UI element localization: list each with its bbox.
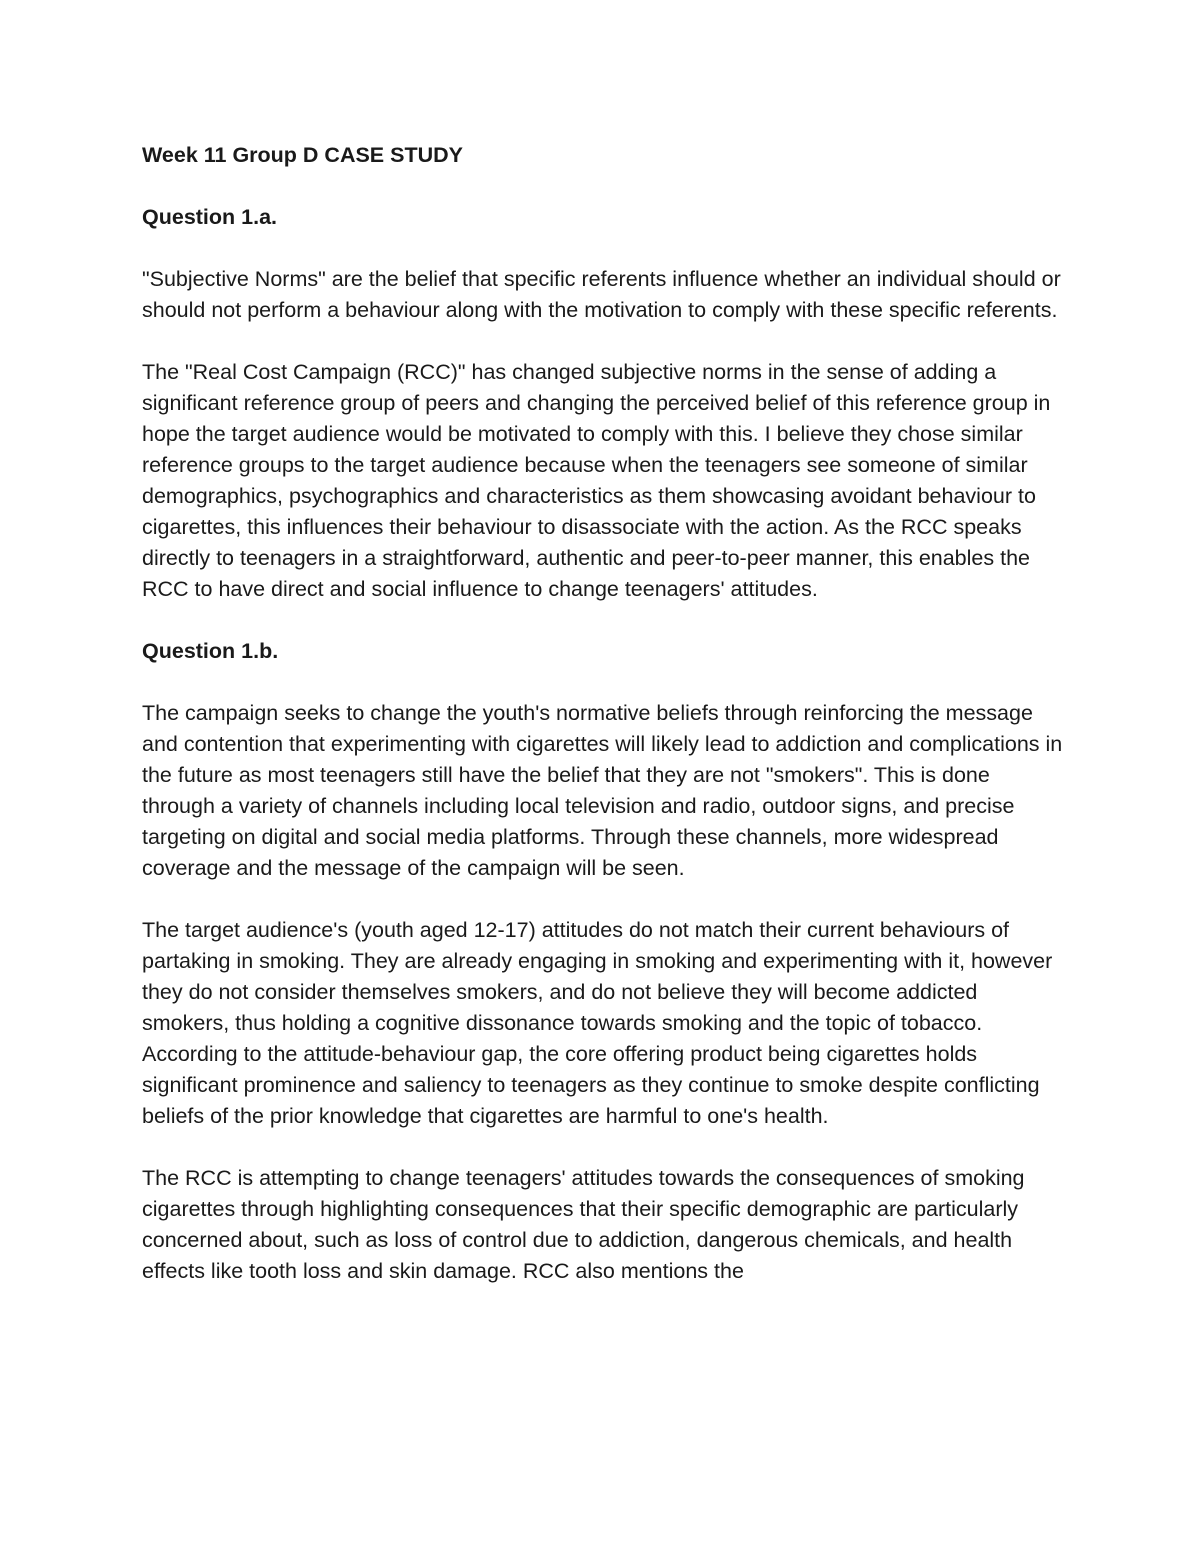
question-1a-paragraph-1: "Subjective Norms" are the belief that specific referents influence whether an individual should or should not perform a behaviour along with the motivation to comply with these specific referents. xyxy=(142,267,1061,322)
question-1a-heading: Question 1.a. xyxy=(142,205,278,229)
question-1b-paragraph-1: The campaign seeks to change the youth's normative beliefs through reinforcing the message and contention that experimenting with cigarettes will likely lead to addiction and complications in the future as most teenagers still have the belief that they are not "smokers". This is done through a variety of channels including local television and radio, outdoor signs, and precise targeting on digital and social media platforms. Through these channels, more widespread coverage and the message of the campaign will be seen. xyxy=(142,701,1063,880)
question-1b-heading: Question 1.b. xyxy=(142,639,279,663)
document-body xyxy=(142,140,1067,1318)
question-1b-paragraph-3: The RCC is attempting to change teenagers' attitudes towards the consequences of smoking cigarettes through highlighting consequences that their specific demographic are particularly concerned about, such as loss of control due to addiction, dangerous chemicals, and health effects like tooth loss and skin damage. RCC also mentions the xyxy=(142,1166,1025,1283)
question-1b-paragraph-2: The target audience's (youth aged 12-17) attitudes do not match their current behaviours of partaking in smoking. They are already engaging in smoking and experimenting with it, however they do not consider themselves smokers, and do not believe they will become addicted smokers, thus holding a cognitive dissonance towards smoking and the topic of tobacco. According to the attitude-behaviour gap, the core offering product being cigarettes holds significant prominence and saliency to teenagers as they continue to smoke despite conflicting beliefs of the prior knowledge that cigarettes are harmful to one's health. xyxy=(142,918,1053,1128)
document-title: Week 11 Group D CASE STUDY xyxy=(142,143,463,167)
question-1a-paragraph-2: The "Real Cost Campaign (RCC)" has changed subjective norms in the sense of adding a significant reference group of peers and changing the perceived belief of this reference group in hope the target audience would be motivated to comply with this. I believe they chose similar reference groups to the target audience because when the teenagers see someone of similar demographics, psychographics and characteristics as them showcasing avoidant behaviour to cigarettes, this influences their behaviour to disassociate with the action. As the RCC speaks directly to teenagers in a straightforward, authentic and peer-to-peer manner, this enables the RCC to have direct and social influence to change teenagers' attitudes. xyxy=(142,360,1051,601)
